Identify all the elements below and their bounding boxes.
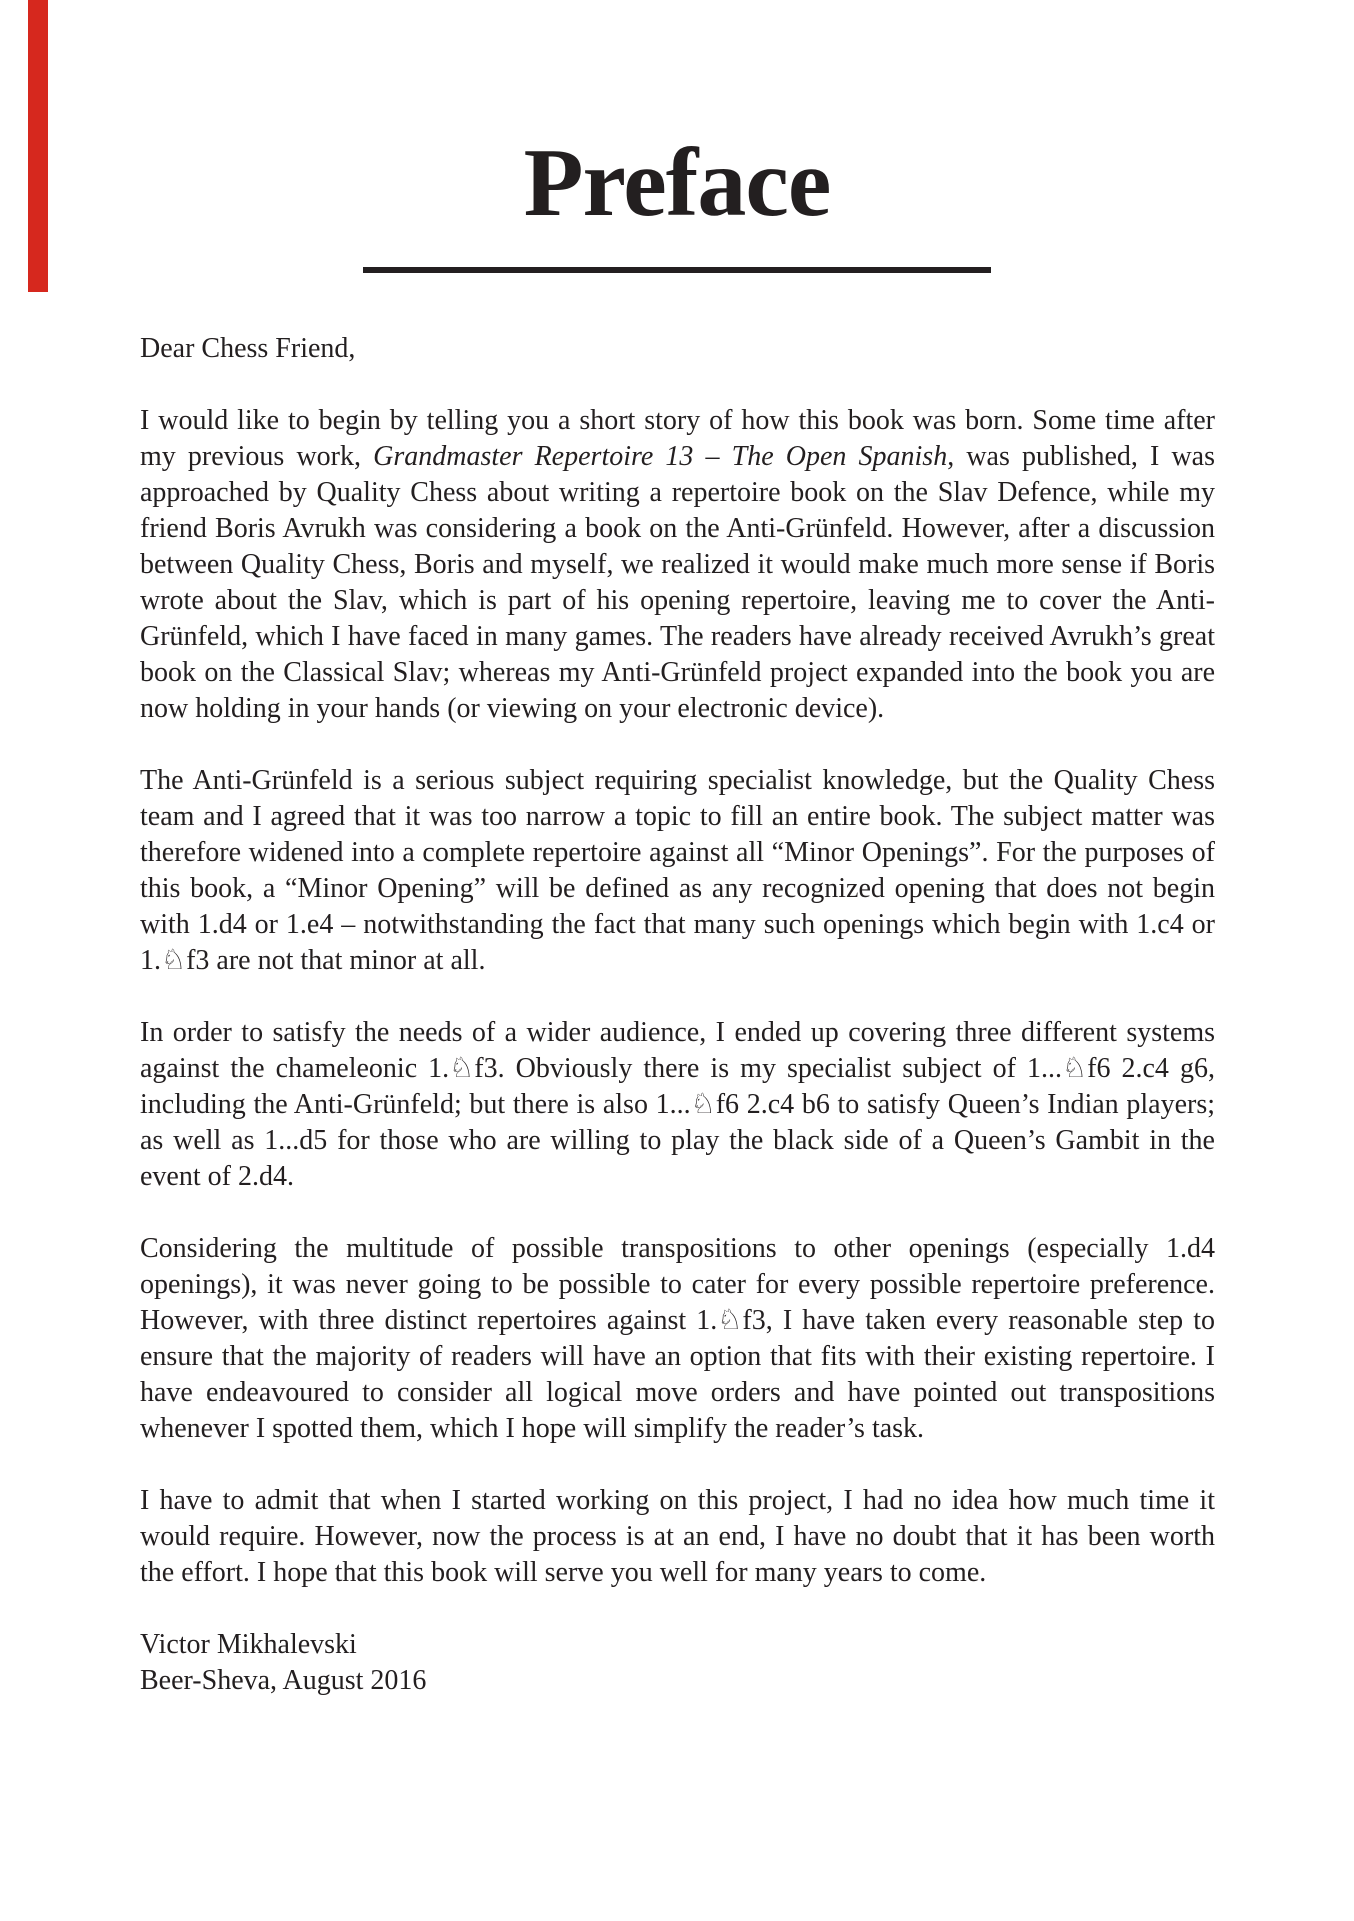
author-name: Victor Mikhalevski xyxy=(140,1628,357,1660)
preface-content xyxy=(0,331,1354,1699)
paragraph-5: I have to admit that when I started working on this project, I had no idea how much time it would require. However, now the process is at an end, I have no doubt that it has been worth the effort. I hope that this book will serve you well for many years to come. xyxy=(140,1484,1215,1588)
salutation-line: Dear Chess Friend, xyxy=(140,332,356,364)
paragraph-1-continuation: , was published, I was approached by Quality Chess about writing a repertoire book on the Slav Defence, while my friend Boris Avrukh was considering a book on the Anti-Grünfeld. However, after a discussion between Quality Chess, Boris and myself, we realized it would make much more sense if Boris wrote about the Slav, which is part of his opening repertoire, leaving me to cover the Anti-Grünfeld, which I have faced in many games. The readers have already received Avrukh’s great book on the Classical Slav; whereas my Anti-Grünfeld project expanded into the book you are now holding in your hands (or viewing on your electronic device). xyxy=(140,440,1215,724)
paragraph-2: The Anti-Grünfeld is a serious subject requiring specialist knowledge, but the Quality Chess team and I agreed that it was too narrow a topic to fill an entire book. The subject matter was therefore widened into a complete repertoire against all “Minor Openings”. For the purposes of this book, a “Minor Opening” will be defined as any recognized opening that does not begin with 1.d4 or 1.e4 – notwithstanding the fact that many such openings which begin with 1.c4 or 1.♘f3 are not that minor at all. xyxy=(140,764,1215,976)
signature-place-date: Beer-Sheva, August 2016 xyxy=(140,1664,427,1696)
signature-block xyxy=(140,1627,1215,1699)
paragraph-3: In order to satisfy the needs of a wider audience, I ended up covering three different systems against the chameleonic 1.♘f3. Obviously there is my specialist subject of 1...♘f6 2.c4 g6, including the Anti-Grünfeld; but there is also 1...♘f6 2.c4 b6 to satisfy Queen’s Indian players; as well as 1...d5 for those who are willing to play the black side of a Queen’s Gambit in the event of 2.d4. xyxy=(140,1016,1215,1192)
page-title: Preface xyxy=(523,129,831,237)
paragraph-4: Considering the multitude of possible transpositions to other openings (especially 1.d4 openings), it was never going to be possible to cater for every possible repertoire preference. However, with three distinct repertoires against 1.♘f3, I have taken every reasonable step to ensure that the majority of readers will have an option that fits with their existing repertoire. I have endeavoured to consider all logical move orders and have pointed out transpositions whenever I spotted them, which I hope will simplify the reader’s task. xyxy=(140,1232,1215,1444)
paragraph-1-text: I would like to begin by telling you a short story of how this book was born. Some time after my previous work, xyxy=(140,404,1215,472)
page-header xyxy=(0,0,1354,273)
book-title-italic: Grandmaster Repertoire 13 – The Open Spanish xyxy=(373,440,948,472)
red-bookmark-bar xyxy=(28,0,48,292)
paragraph-1 xyxy=(140,403,1215,727)
title-underline-rule xyxy=(363,267,991,273)
